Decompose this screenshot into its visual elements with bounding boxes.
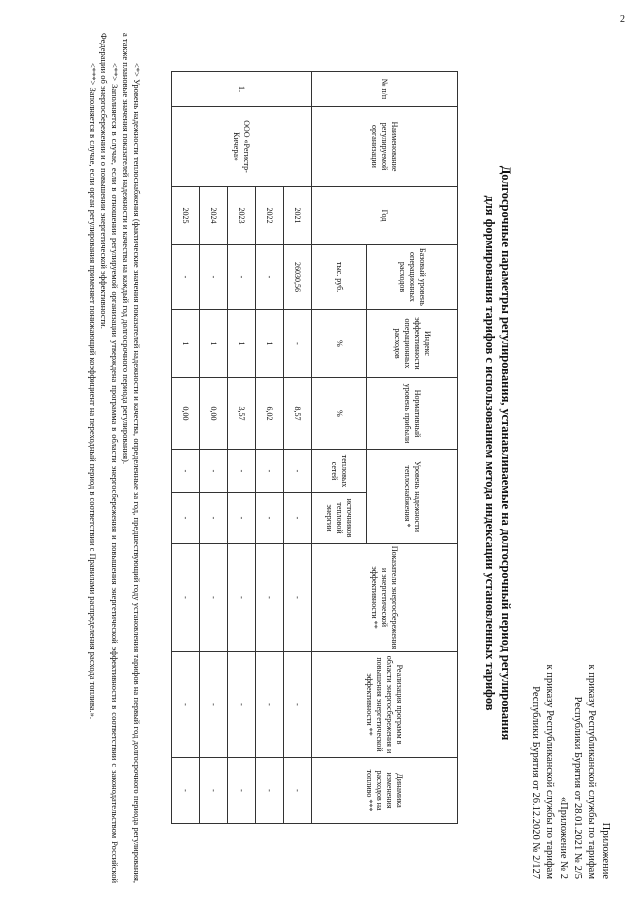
header-index: Индекс эффективности операционных расходов [367,310,458,378]
approval-line: Приложение [600,822,611,879]
document-title [482,13,514,893]
cell-year: 2024 [200,187,228,245]
approval-stamp [528,664,612,879]
cell-sources: - [256,493,284,544]
unit-profit: % [312,378,367,450]
cell-year: 2023 [228,187,256,245]
cell-programs: - [256,652,284,758]
cell-index: 1 [200,310,228,378]
cell-programs: - [228,652,256,758]
cell-base: - [256,245,284,310]
approval-line: «Приложение № 2 [558,796,569,879]
cell-year: 2021 [284,187,312,245]
cell-energy: - [228,544,256,652]
cell-networks: - [228,450,256,493]
cell-year: 2022 [256,187,284,245]
cell-fuel: - [256,758,284,824]
footnote: <***> Заполняется в случае, если орган регулирования применяет понижающий коэффициент на переходный период в соответствии с Правилами распределения расхода топлива.». [88,63,98,720]
header-num: № п/п [312,72,458,107]
header-org: Наименование регулируемой организации [312,107,458,187]
header-energy: Показатели энергосбережения и энергетической эффективности ** [312,544,458,652]
cell-energy: - [172,544,200,652]
cell-energy: - [200,544,228,652]
header-profit: Нормативный уровень прибыли [367,378,458,450]
cell-profit: 0,00 [172,378,200,450]
cell-energy: - [284,544,312,652]
cell-programs: - [284,652,312,758]
cell-networks: - [284,450,312,493]
cell-fuel: - [200,758,228,824]
cell-index: 1 [228,310,256,378]
unit-index: % [312,310,367,378]
cell-sources: - [284,493,312,544]
cell-base: - [200,245,228,310]
cell-year: 2025 [172,187,200,245]
table-row [284,72,312,824]
org-number: 1. [172,72,312,107]
footnotes [87,33,142,883]
header-year: Год [312,187,458,245]
cell-index: - [284,310,312,378]
cell-base: - [228,245,256,310]
title-line: для формирования тарифов с использованием метода индексации установленных тарифов [483,195,497,711]
cell-sources: - [172,493,200,544]
footnote: <**> Заполняется в случае, если в отношении регулируемой организации утверждена программа в области энергосбережения и повышения энергетической эффективности в соответствии с законодательством Российской Федерации об энергосбережении и о повышении энергетической эффективности. [99,33,120,883]
approval-line: Республики Бурятия от 26.12.2020 № 2/127 [530,686,541,879]
cell-networks: - [172,450,200,493]
approval-line: к приказу Республиканской службы по тарифам [586,664,597,879]
cell-profit: 6,02 [256,378,284,450]
footnote: <*> Уровень надежности теплоснабжения (фактические значения показателей надежности и качества, определенные за год, предшествующий году установления тарифов на первый год долгосрочного периода регулирования, а также плановые значения показателей надежности и качества на каждый год долгосрочного периода регулирования). [121,33,142,883]
cell-energy: - [256,544,284,652]
cell-profit: 0,00 [200,378,228,450]
title-line: Долгосрочные параметры регулирования, устанавливаемые на долгосрочный период регулирования [499,165,513,741]
cell-programs: - [200,652,228,758]
unit-base: тыс. руб. [312,245,367,310]
approval-line: к приказу Республиканской службы по тарифам [544,664,555,879]
cell-fuel: - [228,758,256,824]
cell-fuel: - [172,758,200,824]
cell-programs: - [172,652,200,758]
approval-line: Республики Бурятия от 28.01.2021 № 2/5 [572,696,583,879]
header-programs: Реализация программ в области энергосбережения и повышения энергетической эффективности ** [312,652,458,758]
rotated-page [0,13,618,893]
cell-index: 1 [256,310,284,378]
cell-sources: - [228,493,256,544]
cell-profit: 3,57 [228,378,256,450]
subheader-sources: источников тепловой энергии [312,493,367,544]
header-fuel: Динамика изменения расходов на топливо *** [312,758,458,824]
cell-sources: - [200,493,228,544]
header-base: Базовый уровень операционных расходов [367,245,458,310]
cell-networks: - [200,450,228,493]
cell-fuel: - [284,758,312,824]
cell-index: 1 [172,310,200,378]
cell-base: 26030,56 [284,245,312,310]
cell-networks: - [256,450,284,493]
cell-profit: 8,57 [284,378,312,450]
org-name: ООО «Регистр-Кичера» [172,107,312,187]
page-number: 2 [620,14,625,25]
cell-base: - [172,245,200,310]
subheader-networks: тепловых сетей [312,450,367,493]
header-reliability: Уровень надежности теплоснабжения * [367,450,458,544]
parameters-table [171,71,458,824]
